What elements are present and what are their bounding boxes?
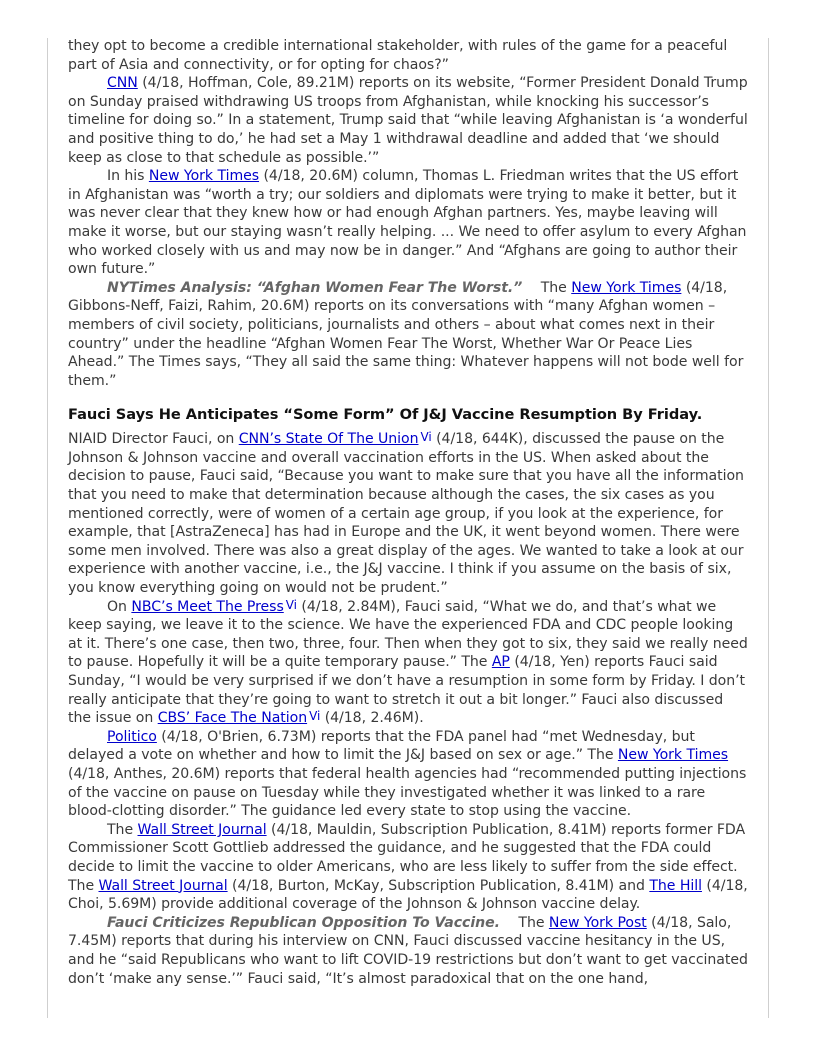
lead-in-heading: NYTimes Analysis: “Afghan Women Fear The Worst.”: [107, 279, 523, 296]
source-link-cnn[interactable]: CNN: [107, 75, 138, 92]
article-headline: Fauci Says He Anticipates “Some Form” Of J&J Vaccine Resumption By Friday.: [68, 406, 703, 424]
text-run: (4/18, Gibbons-Neff, Faizi, Rahim, 20.6M) reports on its conversations with “many Afghan women – members of civil society, politicians, journalists and others – about what comes next in their country” under the headline “Afghan Women Fear The Worst, Whether War Or Peace Lies Ahead.” The Times says, “They all said the same thing: Whatever happens will not bode well for them.”: [68, 279, 744, 389]
text-run: (4/18, O'Brien, 6.73M) reports that the FDA panel had “met Wednesday, but delayed a vote on whether and how to limit the J&J based on sex or age.” The: [68, 728, 695, 764]
source-link-cnn-s-state-of-the-union[interactable]: CNN’s State Of The Union: [238, 431, 419, 448]
paragraph-afghan-closing: [68, 37, 750, 74]
text-run: In his: [107, 168, 149, 185]
source-link-wall-street-journal[interactable]: Wall Street Journal: [98, 877, 228, 894]
lead-in-heading: Fauci Criticizes Republican Opposition To Vaccine.: [107, 914, 500, 931]
source-link-new-york-times[interactable]: New York Times: [571, 279, 682, 296]
text-run: (4/18, 20.6M) column, Thomas L. Friedman writes that the US effort in Afghanistan was “worth a try; our soldiers and diplomats were trying to make it better, but it was never clear that they knew how or had enough Afghan partners. Yes, maybe leaving will make it worse, but our staying wasn’t really helping. ... We need to offer asylum to every Afghan who worked closely with us and may now be in danger.” And “Afghans are going to author their own future.”: [68, 168, 747, 278]
source-link-politico[interactable]: Politico: [107, 728, 157, 745]
paragraph-politico-fda: [68, 728, 750, 821]
left-margin-rule: [47, 38, 48, 1018]
paragraph-wsj-gottlieb: [68, 821, 750, 914]
source-link-new-york-times[interactable]: New York Times: [617, 747, 729, 764]
paragraph-afghan-women: [68, 279, 750, 391]
text-run: (4/18, Hoffman, Cole, 89.21M) reports on its website, “Former President Donald Trump on Sunday praised withdrawing US troops from Afghanistan, while knocking his successor’s timeline for doing so.” In a statement, Trump said that “while leaving Afghanistan is ‘a wonderful and positive thing to do,’ he had set a May 1 withdrawal deadline and added that ‘we should keep as close to that schedule as possible.’”: [68, 75, 748, 166]
video-indicator[interactable]: Vi: [309, 709, 321, 724]
text-run: NIAID Director Fauci, on: [68, 431, 239, 448]
source-link-new-york-post[interactable]: New York Post: [548, 914, 647, 931]
text-run: they opt to become a credible international stakeholder, with rules of the game for a peaceful part of Asia and connectivity, or for opting for chaos?”: [68, 38, 728, 73]
text-run: (4/18, Yen) reports Fauci said Sunday, “I would be very surprised if we don’t have a resumption in some form by Friday. I don’t really anticipate that they’re going to want to stretch it out a bit longer.” Fauci also discussed the issue on: [68, 654, 746, 727]
paragraph-fauci-republicans: [68, 914, 750, 988]
video-indicator[interactable]: Vi: [420, 430, 432, 445]
text-run: The: [499, 914, 549, 931]
text-run: (4/18, Salo, 7.45M) reports that during his interview on CNN, Fauci discussed vaccine hesitancy in the US, and he “said Republicans who want to lift COVID-19 restrictions but don’t want to get vaccinated don’t ‘make any sense.’” Fauci said, “It’s almost paradoxical that on the one hand,: [68, 914, 748, 987]
text-run: On: [107, 598, 132, 615]
text-run: The: [522, 279, 572, 296]
source-link-wall-street-journal[interactable]: Wall Street Journal: [137, 821, 267, 838]
paragraph-friedman-column: [68, 167, 750, 279]
document-page: [68, 37, 750, 988]
source-link-cbs-face-the-nation[interactable]: CBS’ Face The Nation: [157, 710, 308, 727]
source-link-new-york-times[interactable]: New York Times: [148, 168, 260, 185]
text-run: (4/18, 644K), discussed the pause on the Johnson & Johnson vaccine and overall vaccination efforts in the US. When asked about the decision to pause, Fauci said, “Because you want to make sure that you have all the information that you need to make that determination because although the cases, the six cases as you mentioned correctly, were of women of a certain age group, if you look at the experience, for example, that [AstraZeneca] has had in Europe and the UK, it went beyond women. There were some men involved. There was also a great display of the ages. We wanted to take a look at our experience with another vaccine, i.e., the J&J vaccine. I think if you assume on the basis of six, you know everything going on would not be prudent.”: [68, 431, 744, 597]
text-run: The: [107, 821, 138, 838]
paragraph-fauci-cnn: [68, 430, 750, 597]
text-run: (4/18, Choi, 5.69M) provide additional coverage of the Johnson & Johnson vaccine delay.: [68, 877, 748, 913]
text-run: (4/18, 2.84M), Fauci said, “What we do, and that’s what we keep saying, we leave it to the science. We have the experienced FDA and CDC people looking at it. There’s one case, then two, three, four. Then when they got to six, they said we really need to pause. Hopefully it will be a quite temporary pause.” The: [68, 598, 748, 671]
text-run: (4/18, Anthes, 20.6M) reports that federal health agencies had “recommended putting injections of the vaccine on pause on Tuesday while they investigated whether it was linked to a rare blood-clotting disorder.” The guidance led every state to stop using the vaccine.: [68, 765, 747, 820]
text-run: (4/18, 2.46M).: [320, 710, 424, 727]
text-run: (4/18, Burton, McKay, Subscription Publication, 8.41M) and: [227, 877, 650, 894]
source-link-the-hill[interactable]: The Hill: [649, 877, 702, 894]
right-margin-rule: [768, 38, 769, 1018]
text-run: (4/18, Mauldin, Subscription Publication, 8.41M) reports former FDA Commissioner Scott Gottlieb addressed the guidance, and he suggested that the FDA could decide to limit the vaccine to older Americans, who are less likely to suffer from the side effect. The: [68, 821, 746, 894]
paragraph-cnn-trump: [68, 74, 750, 167]
source-link-nbc-s-meet-the-press[interactable]: NBC’s Meet The Press: [131, 598, 284, 615]
video-indicator[interactable]: Vi: [285, 597, 297, 612]
source-link-ap[interactable]: AP: [491, 654, 510, 671]
paragraph-fauci-nbc: [68, 598, 750, 728]
